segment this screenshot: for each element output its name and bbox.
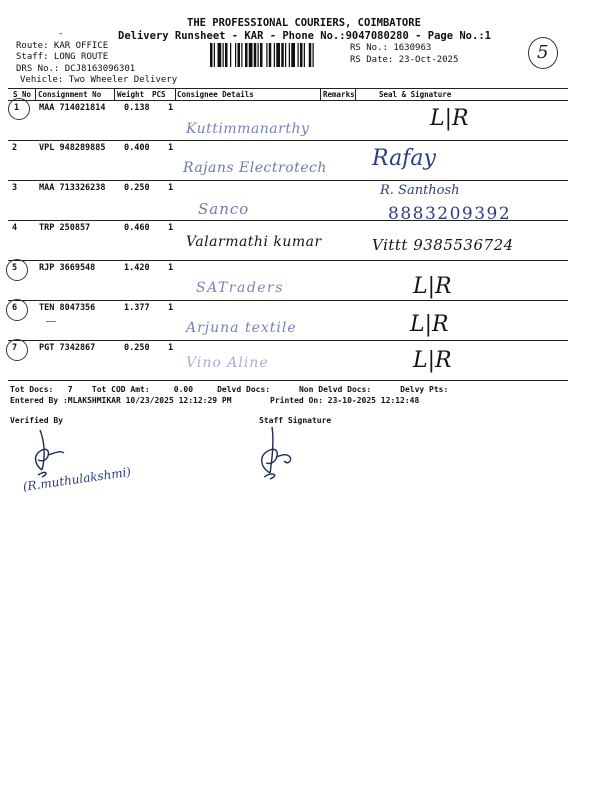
row-consignment: TRP 250857 <box>39 223 91 233</box>
row-seal-handwriting: R. Santhosh <box>380 183 460 198</box>
staff-signature-image <box>250 425 310 480</box>
header-dash: - <box>58 29 64 39</box>
row-seal-handwriting: L|R <box>430 106 469 131</box>
row-dash-mark <box>46 321 56 322</box>
page-count-circle-mark <box>528 37 558 69</box>
row-seal-handwriting: L|R <box>413 348 452 373</box>
row-seal-handwriting: L|R <box>413 274 452 299</box>
totals-line: Tot Docs: 7 Tot COD Amt: 0.00 Delvd Docs: Non Delvd Docs: Delvy Pts: <box>10 385 449 394</box>
row-sno: 6 <box>12 303 18 313</box>
row-sno: 2 <box>12 143 18 153</box>
row-consignment: MAA 713326238 <box>39 183 106 193</box>
row-consignee-handwriting: Valarmathi kumar <box>186 234 322 250</box>
entered-by: Entered By :MLAKSHMIKAR 10/23/2025 12:12:29 PM <box>10 396 232 405</box>
printed-on: Printed On: 23-10-2025 12:12:48 <box>270 396 420 405</box>
row-sno: 7 <box>12 343 18 353</box>
row-weight: 0.400 <box>124 143 150 153</box>
row-consignee-handwriting: Kuttimmanarthy <box>186 121 310 137</box>
row-consignee-handwriting: Arjuna textile <box>186 320 297 336</box>
row-weight: 1.377 <box>124 303 150 313</box>
row-weight: 0.250 <box>124 343 150 353</box>
row-consignee-handwriting: Sanco <box>198 200 250 218</box>
row-sno: 1 <box>14 103 20 113</box>
row-pcs: 1 <box>168 263 174 273</box>
company-name: THE PROFESSIONAL COURIERS, COIMBATORE <box>187 17 421 29</box>
row-pcs: 1 <box>168 303 174 313</box>
row-seal-handwriting: L|R <box>410 312 449 337</box>
col-header-seal: Seal & Signature <box>379 90 452 99</box>
row-consignee-handwriting: Rajans Electrotech <box>183 160 327 176</box>
row-consignment: VPL 948289885 <box>39 143 106 153</box>
col-header-consignee: Consignee Details <box>177 90 254 99</box>
row-seal-handwriting: Rafay <box>372 146 436 171</box>
staff-label: Staff: LONG ROUTE <box>16 52 109 62</box>
row-pcs: 1 <box>168 223 174 233</box>
row-consignee-handwriting: Vino Aline <box>186 355 269 371</box>
drs-number: DRS No.: DCJ8163096301 <box>16 64 136 74</box>
barcode-image <box>210 43 348 67</box>
row-pcs: 1 <box>168 183 174 193</box>
row-consignee-handwriting: SATraders <box>196 280 284 296</box>
row-weight: 1.420 <box>124 263 150 273</box>
row-sno: 4 <box>12 223 18 233</box>
route-label: Route: KAR OFFICE <box>16 41 109 51</box>
verifier-name-handwriting: (R.muthulakshmi) <box>22 464 132 494</box>
row-consignment: RJP 3669548 <box>39 263 96 273</box>
col-header-consignment: Consignment No <box>38 90 102 99</box>
verified-by-label: Verified By <box>10 416 63 425</box>
col-header-sno: S No <box>13 90 32 99</box>
verifier-signature-image <box>20 425 80 480</box>
row-phone-handwriting: 8883209392 <box>388 204 512 224</box>
row-sno: 3 <box>12 183 18 193</box>
col-header-pcs: PCS <box>152 90 166 99</box>
row-sno: 5 <box>12 263 18 273</box>
row-consignment: MAA 714021814 <box>39 103 106 113</box>
row-consignment: PGT 7342867 <box>39 343 96 353</box>
row-pcs: 1 <box>168 103 174 113</box>
rs-date: RS Date: 23-Oct-2025 <box>350 55 459 65</box>
row-pcs: 1 <box>168 143 174 153</box>
vehicle-label: Vehicle: Two Wheeler Delivery <box>20 75 178 85</box>
rs-number: RS No.: 1630963 <box>350 43 432 53</box>
runsheet-subtitle: Delivery Runsheet - KAR - Phone No.:9047080280 - Page No.:1 <box>118 30 491 42</box>
col-header-remarks: Remarks <box>323 90 355 99</box>
row-weight: 0.138 <box>124 103 150 113</box>
row-weight: 0.460 <box>124 223 150 233</box>
row-pcs: 1 <box>168 343 174 353</box>
row-seal-handwriting: Vittt 9385536724 <box>372 236 514 254</box>
col-header-weight: Weight <box>117 90 145 99</box>
row-weight: 0.250 <box>124 183 150 193</box>
staff-signature-label: Staff Signature <box>259 416 332 425</box>
circled-number: 5 <box>537 42 549 63</box>
row-consignment: TEN 8047356 <box>39 303 96 313</box>
